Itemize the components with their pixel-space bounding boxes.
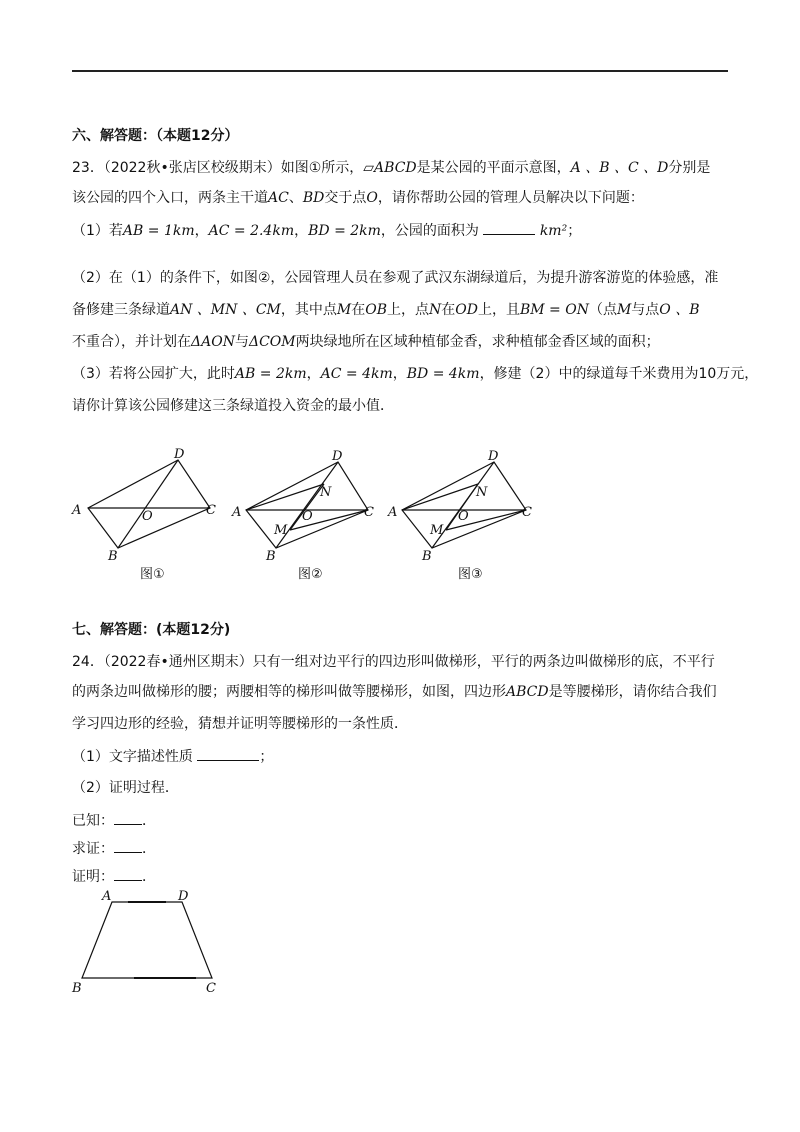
label-b: B bbox=[108, 549, 118, 564]
math-bm-on: BM = ON bbox=[519, 302, 589, 318]
math-m: M bbox=[336, 302, 352, 318]
math-o-b: O 、B bbox=[659, 302, 700, 318]
q23-text: 与 bbox=[234, 334, 249, 350]
figure-1-caption: 图① bbox=[140, 567, 165, 582]
label-c: C bbox=[206, 503, 216, 518]
q23-text: （点 bbox=[588, 302, 617, 318]
math-ab2: AB = 2km bbox=[234, 366, 307, 382]
unit-km2: km² bbox=[539, 223, 568, 239]
q23-text: 上，点 bbox=[387, 302, 430, 318]
label-b: B bbox=[422, 549, 432, 564]
q23-text: 23．（2022秋•张店区校级期末）如图①所示， bbox=[72, 160, 364, 176]
q23-figures bbox=[0, 440, 800, 590]
label-a: A bbox=[102, 889, 112, 904]
label-b: B bbox=[72, 981, 82, 996]
label-m: M bbox=[430, 523, 444, 538]
label-d: D bbox=[332, 449, 343, 464]
q23-text: 分别是 bbox=[668, 160, 711, 176]
q23-sub2-line3 bbox=[72, 332, 660, 352]
q24-sub2: （2）证明过程． bbox=[72, 780, 179, 796]
q23-line2 bbox=[72, 188, 644, 208]
q23-text: 、 bbox=[288, 190, 303, 206]
label-o: O bbox=[302, 509, 313, 524]
math-triangle-com: ΔCOM bbox=[248, 334, 296, 350]
q23-text: ，修建（2）中的绿道每千米费用为10万元， bbox=[479, 366, 759, 382]
q23-text: 上，且 bbox=[477, 302, 520, 318]
math-ab: AB = 1km bbox=[122, 223, 195, 239]
label-c: C bbox=[206, 981, 216, 996]
figure-3-caption: 图③ bbox=[458, 567, 483, 582]
prove-label: 求证： bbox=[72, 841, 114, 857]
math-n: N bbox=[429, 302, 442, 318]
q24-sub1 bbox=[72, 746, 273, 767]
label-n: N bbox=[476, 485, 488, 500]
q23-line1 bbox=[72, 158, 710, 178]
known-label: 已知： bbox=[72, 813, 114, 829]
math-ac-len: AC = 2.4km bbox=[208, 223, 295, 239]
q23-text: 不重合），并计划在 bbox=[72, 334, 191, 350]
q24-text: ． bbox=[142, 841, 156, 857]
answer-blank[interactable] bbox=[483, 220, 535, 235]
q24-line1: 24．（2022春•通州区期末）只有一组对边平行的四边形叫做梯形，平行的两条边叫做梯形的底，不平行 bbox=[72, 654, 715, 670]
q23-text: 在 bbox=[351, 302, 366, 318]
label-n: N bbox=[320, 485, 332, 500]
proof-label: 证明： bbox=[72, 869, 114, 885]
prove-blank[interactable] bbox=[114, 838, 142, 853]
q23-text: 是某公园的平面示意图， bbox=[416, 160, 571, 176]
known-line bbox=[72, 810, 156, 831]
q23-text: 在 bbox=[441, 302, 456, 318]
q23-points: A 、B 、C 、D bbox=[570, 160, 669, 176]
label-m: M bbox=[274, 523, 288, 538]
q24-text: 是等腰梯形，请你结合我们 bbox=[548, 684, 717, 700]
math-o: O bbox=[366, 190, 378, 206]
label-d: D bbox=[174, 447, 185, 462]
math-ac2: AC = 4km bbox=[320, 366, 393, 382]
label-o: O bbox=[142, 509, 153, 524]
label-b: B bbox=[266, 549, 276, 564]
math-od: OD bbox=[455, 302, 478, 318]
math-paths: AN 、MN 、CM bbox=[170, 302, 281, 318]
q24-text: 的两条边叫做梯形的腰；两腰相等的梯形叫做等腰梯形，如图，四边形 bbox=[72, 684, 506, 700]
proof-blank[interactable] bbox=[114, 866, 142, 881]
q23-sub1: （1）若AB = 1km，AC = 2.4km，BD = 2km，公园的面积为 km²； bbox=[72, 220, 581, 241]
q23-text: 交于点 bbox=[324, 190, 367, 206]
q23-text: 与点 bbox=[631, 302, 660, 318]
known-blank[interactable] bbox=[114, 810, 142, 825]
q23-sub3-line1: （3）若将公园扩大，此时AB = 2km，AC = 4km，BD = 4km，修建（2）中的绿道每千米费用为10万元， bbox=[72, 366, 759, 382]
section7-heading: 七、解答题：(本题12分) bbox=[72, 622, 231, 638]
math-ac: AC bbox=[268, 190, 289, 206]
q23-text: 备修建三条绿道 bbox=[72, 302, 170, 318]
q23-sub2-line2 bbox=[72, 300, 700, 320]
label-a: A bbox=[72, 503, 82, 518]
trapezoid-abcd bbox=[82, 902, 212, 978]
label-d: D bbox=[178, 889, 189, 904]
math-triangle-aon: ΔAON bbox=[191, 334, 235, 350]
parallelogram-abcd bbox=[88, 460, 210, 548]
q23-text: ，其中点 bbox=[280, 302, 337, 318]
q23-sub2-line1: （2）在（1）的条件下，如图②，公园管理人员在参观了武汉东湖绿道后，为提升游客游览的体验感，准 bbox=[72, 270, 719, 286]
top-rule bbox=[72, 70, 728, 72]
label-d: D bbox=[488, 449, 499, 464]
q24-text: ． bbox=[142, 813, 156, 829]
q24-text: ； bbox=[259, 749, 274, 765]
q23-sub3-line2: 请你计算该公园修建这三条绿道投入资金的最小值． bbox=[72, 398, 394, 414]
figure-2 bbox=[246, 462, 368, 548]
q24-line3: 学习四边形的经验，猜想并证明等腰梯形的一条性质． bbox=[72, 716, 408, 732]
label-c: C bbox=[364, 505, 374, 520]
label-a: A bbox=[232, 505, 242, 520]
figure-3 bbox=[402, 462, 526, 548]
math-bd2: BD = 4km bbox=[406, 366, 480, 382]
math-abcd: ABCD bbox=[506, 684, 549, 700]
figure-2-caption: 图② bbox=[298, 567, 323, 582]
math-bd-len: BD = 2km bbox=[308, 223, 381, 239]
label-o: O bbox=[458, 509, 469, 524]
label-a: A bbox=[388, 505, 398, 520]
prove-line bbox=[72, 838, 156, 859]
q23-text: 两块绿地所在区域种植郁金香，求种植郁金香区域的面积； bbox=[295, 334, 660, 350]
math-ob: OB bbox=[365, 302, 388, 318]
q24-line2 bbox=[72, 682, 717, 702]
q23-text: 该公园的四个入口，两条主干道 bbox=[72, 190, 268, 206]
q23-text: ，公园的面积为 bbox=[380, 223, 479, 239]
q23-shape: ▱ABCD bbox=[363, 160, 417, 176]
q24-text: ． bbox=[142, 869, 156, 885]
q24-text: （1）文字描述性质 bbox=[72, 749, 193, 765]
answer-blank[interactable] bbox=[197, 746, 259, 761]
path-an bbox=[402, 484, 478, 510]
q23-text: （3）若将公园扩大，此时 bbox=[72, 366, 235, 382]
q24-trapezoid-figure bbox=[0, 880, 800, 1000]
q23-text: （1）若 bbox=[72, 223, 123, 239]
figure-1 bbox=[88, 460, 210, 548]
label-c: C bbox=[522, 505, 532, 520]
math-bd: BD bbox=[302, 190, 325, 206]
q23-text: ； bbox=[567, 223, 582, 239]
section6-heading: 六、解答题：（本题12分） bbox=[72, 128, 239, 144]
math-m: M bbox=[616, 302, 632, 318]
q23-text: ，请你帮助公园的管理人员解决以下问题： bbox=[377, 190, 644, 206]
